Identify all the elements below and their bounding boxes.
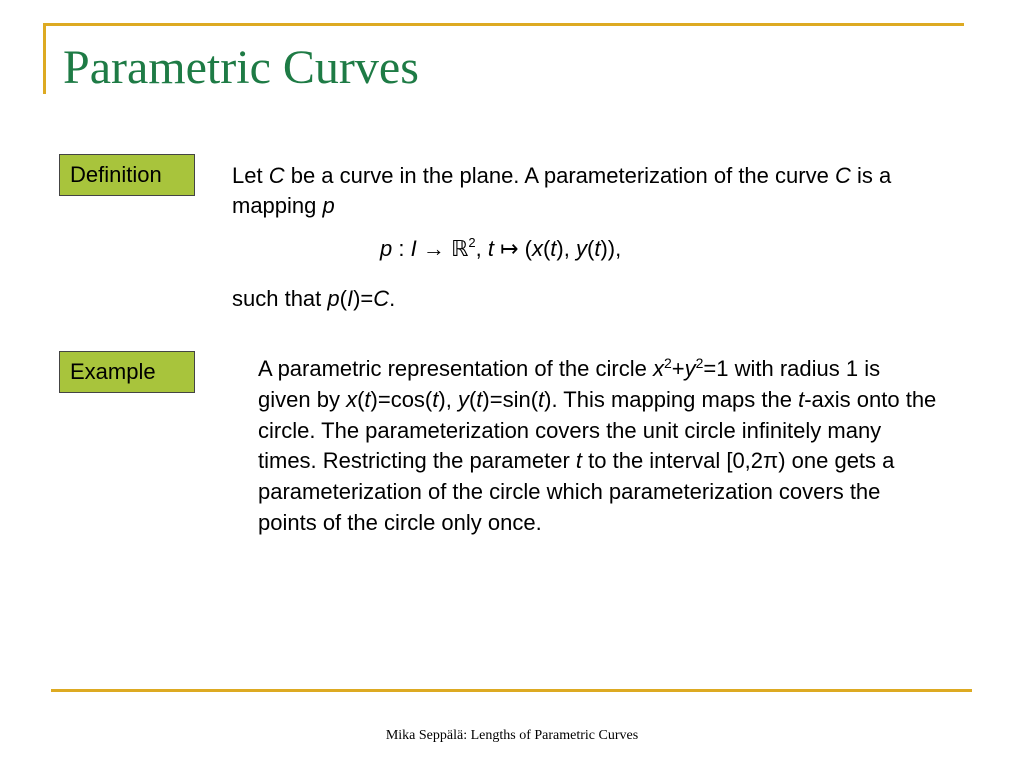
formula-y: y [575,236,587,261]
formula-paren: ), [556,236,576,261]
parameterization-formula [380,234,621,264]
example-text-part: ). This mapping maps the [544,386,799,412]
st-p: p [327,286,340,311]
formula-colon: : [392,236,411,261]
such-that-text: such that [232,286,328,311]
var-t: t [798,386,805,412]
example-text-part: )=sin( [482,386,539,412]
example-label: Example [59,351,195,393]
definition-text-part: is a mapping [232,163,892,218]
example-text-part: =1 with radius 1 is given by [258,356,881,412]
formula-x: x [531,236,543,261]
slide-title: Parametric Curves [63,41,419,94]
example-text-part: ), [438,386,458,412]
var-t: t [476,386,483,412]
var-x: x [346,386,358,412]
exponent: 2 [663,355,672,371]
formula-mapsto: ↦ ( [493,236,532,261]
var-t: t [538,386,545,412]
var-p: p [322,193,335,218]
st-i: I [346,286,354,311]
var-x: x [652,356,664,381]
definition-label: Definition [59,154,195,196]
definition-text-part: Let [232,163,269,188]
example-text-part: ( [468,386,477,412]
example-text-part: -axis onto the circle. The parameterization covers the unit circle infinitely many times. Restricting the parameter [258,386,937,474]
such-that-line [232,284,395,314]
formula-exponent: 2 [468,235,476,250]
example-text-part: )=cos( [370,386,433,412]
st-c: C [373,286,390,311]
example-text-part: A parametric representation of the circle [258,356,653,381]
formula-t: t [487,236,494,261]
var-t: t [432,386,439,412]
formula-t: t [594,236,601,261]
formula-paren: ( [586,236,595,261]
formula-arrow: → [416,236,451,261]
var-t: t [575,448,583,474]
slide-footer: Mika Seppälä: Lengths of Parametric Curves [385,728,639,743]
formula-p: p [380,236,393,261]
var-y: y [457,386,469,412]
top-accent-line [43,23,964,26]
formula-paren: ( [542,236,551,261]
var-t: t [364,386,371,412]
example-text [258,354,938,539]
definition-text-part: be a curve in the plane. A parameterization of the curve [284,163,835,188]
st-eq: )= [353,286,374,311]
formula-paren: )), [600,236,622,261]
example-text-part: ( [357,386,365,412]
left-accent-line [43,23,46,94]
var-c: C [268,163,285,188]
bottom-accent-line [51,689,972,692]
var-c: C [834,163,851,188]
formula-t: t [550,236,557,261]
plus-sign: + [671,356,685,381]
definition-text [232,161,902,221]
var-y: y [684,356,696,381]
formula-comma: , [475,236,488,261]
formula-i: I [410,236,417,261]
st-dot: . [389,286,396,311]
formula-reals: ℝ [450,236,469,261]
st-paren: ( [339,286,347,311]
example-text-part: to the interval [0,2π) one gets a parameterization of the circle which parameterization covers the points of the circle only once. [258,448,895,535]
exponent: 2 [695,355,704,371]
